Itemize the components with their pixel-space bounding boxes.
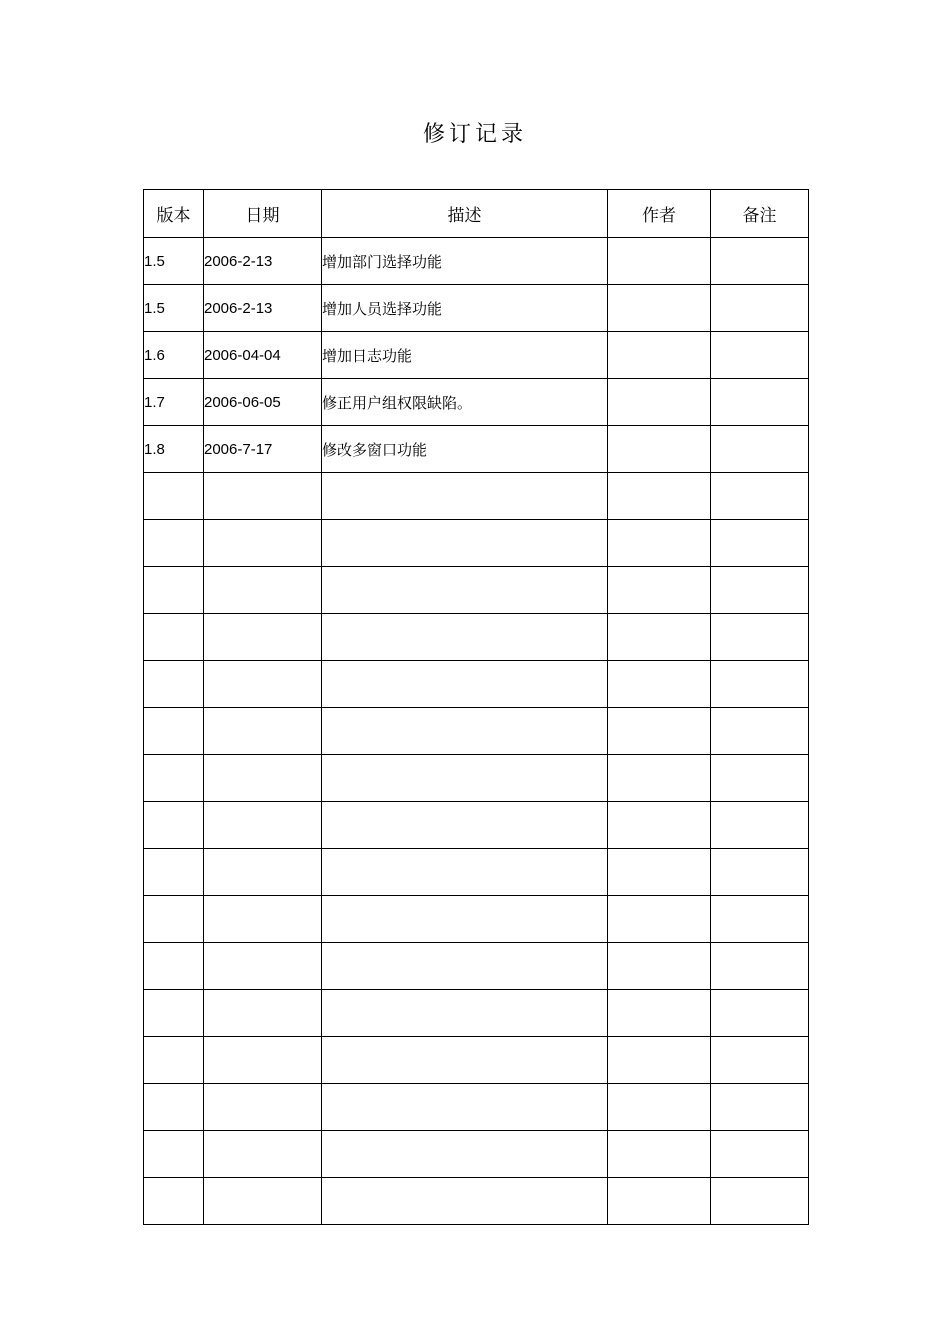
cell-description (322, 849, 608, 896)
cell-description: 修正用户组权限缺陷。 (322, 379, 608, 426)
cell-date: 2006-2-13 (204, 238, 322, 285)
cell-description (322, 567, 608, 614)
table-row (144, 332, 809, 379)
cell-remarks (711, 896, 809, 943)
cell-author (608, 755, 711, 802)
cell-version (144, 708, 204, 755)
cell-remarks (711, 708, 809, 755)
header-author: 作者 (608, 190, 711, 238)
cell-remarks (711, 990, 809, 1037)
cell-remarks (711, 285, 809, 332)
cell-description (322, 473, 608, 520)
cell-description (322, 661, 608, 708)
cell-remarks (711, 802, 809, 849)
table-row (144, 567, 809, 614)
cell-description: 增加日志功能 (322, 332, 608, 379)
cell-description: 修改多窗口功能 (322, 426, 608, 473)
cell-description (322, 896, 608, 943)
cell-version (144, 614, 204, 661)
cell-description (322, 708, 608, 755)
table-row (144, 1037, 809, 1084)
cell-author (608, 1178, 711, 1225)
cell-remarks (711, 1084, 809, 1131)
cell-remarks (711, 332, 809, 379)
cell-version (144, 567, 204, 614)
cell-author (608, 379, 711, 426)
cell-remarks (711, 614, 809, 661)
table-row (144, 473, 809, 520)
cell-date (204, 990, 322, 1037)
cell-author (608, 661, 711, 708)
cell-date (204, 520, 322, 567)
header-date: 日期 (204, 190, 322, 238)
table-row (144, 1084, 809, 1131)
cell-remarks (711, 849, 809, 896)
table-header (144, 190, 809, 238)
cell-remarks (711, 379, 809, 426)
cell-date (204, 755, 322, 802)
table-row (144, 849, 809, 896)
cell-date (204, 802, 322, 849)
cell-description: 增加人员选择功能 (322, 285, 608, 332)
cell-date: 2006-2-13 (204, 285, 322, 332)
header-version: 版本 (144, 190, 204, 238)
cell-version (144, 1178, 204, 1225)
cell-author (608, 849, 711, 896)
table-row (144, 1131, 809, 1178)
cell-version: 1.5 (144, 285, 204, 332)
header-row (144, 190, 809, 238)
cell-date (204, 614, 322, 661)
cell-version (144, 802, 204, 849)
cell-date (204, 567, 322, 614)
cell-description (322, 755, 608, 802)
cell-date (204, 708, 322, 755)
cell-author (608, 520, 711, 567)
cell-author (608, 943, 711, 990)
cell-author (608, 473, 711, 520)
table-row (144, 426, 809, 473)
cell-date (204, 1084, 322, 1131)
header-remarks: 备注 (711, 190, 809, 238)
cell-description (322, 520, 608, 567)
cell-remarks (711, 943, 809, 990)
cell-author (608, 614, 711, 661)
header-description: 描述 (322, 190, 608, 238)
table-body (144, 238, 809, 1225)
table-row (144, 661, 809, 708)
table-row (144, 896, 809, 943)
cell-date (204, 473, 322, 520)
cell-version (144, 1084, 204, 1131)
cell-description: 增加部门选择功能 (322, 238, 608, 285)
cell-author (608, 1037, 711, 1084)
cell-author (608, 802, 711, 849)
table-row (144, 943, 809, 990)
cell-author (608, 332, 711, 379)
cell-description (322, 1131, 608, 1178)
cell-date: 2006-7-17 (204, 426, 322, 473)
cell-version (144, 849, 204, 896)
cell-date (204, 661, 322, 708)
cell-description (322, 1178, 608, 1225)
cell-date: 2006-06-05 (204, 379, 322, 426)
cell-version: 1.7 (144, 379, 204, 426)
cell-version (144, 1131, 204, 1178)
cell-author (608, 896, 711, 943)
cell-version: 1.8 (144, 426, 204, 473)
table-row (144, 614, 809, 661)
cell-version: 1.6 (144, 332, 204, 379)
cell-author (608, 426, 711, 473)
cell-version (144, 896, 204, 943)
cell-description (322, 802, 608, 849)
cell-remarks (711, 1131, 809, 1178)
table-row (144, 520, 809, 567)
cell-remarks (711, 238, 809, 285)
table-row (144, 755, 809, 802)
cell-author (608, 990, 711, 1037)
cell-date (204, 1037, 322, 1084)
cell-remarks (711, 426, 809, 473)
cell-author (608, 567, 711, 614)
table-row (144, 238, 809, 285)
cell-version (144, 473, 204, 520)
table-row (144, 708, 809, 755)
table-row (144, 802, 809, 849)
cell-version: 1.5 (144, 238, 204, 285)
cell-description (322, 1084, 608, 1131)
cell-version (144, 661, 204, 708)
cell-remarks (711, 1037, 809, 1084)
cell-version (144, 755, 204, 802)
cell-version (144, 1037, 204, 1084)
cell-date: 2006-04-04 (204, 332, 322, 379)
revision-table (143, 189, 809, 1225)
cell-author (608, 238, 711, 285)
cell-remarks (711, 1178, 809, 1225)
cell-description (322, 1037, 608, 1084)
table-row (144, 379, 809, 426)
table-row (144, 285, 809, 332)
cell-author (608, 1131, 711, 1178)
cell-remarks (711, 661, 809, 708)
page-title: 修订记录 (422, 122, 527, 147)
cell-description (322, 943, 608, 990)
cell-version (144, 520, 204, 567)
cell-author (608, 708, 711, 755)
cell-version (144, 943, 204, 990)
cell-date (204, 943, 322, 990)
table-row (144, 1178, 809, 1225)
cell-author (608, 285, 711, 332)
cell-date (204, 849, 322, 896)
cell-description (322, 990, 608, 1037)
cell-remarks (711, 567, 809, 614)
cell-remarks (711, 520, 809, 567)
cell-date (204, 1131, 322, 1178)
cell-author (608, 1084, 711, 1131)
cell-remarks (711, 473, 809, 520)
cell-date (204, 1178, 322, 1225)
cell-date (204, 896, 322, 943)
cell-remarks (711, 755, 809, 802)
table-row (144, 990, 809, 1037)
cell-version (144, 990, 204, 1037)
cell-description (322, 614, 608, 661)
